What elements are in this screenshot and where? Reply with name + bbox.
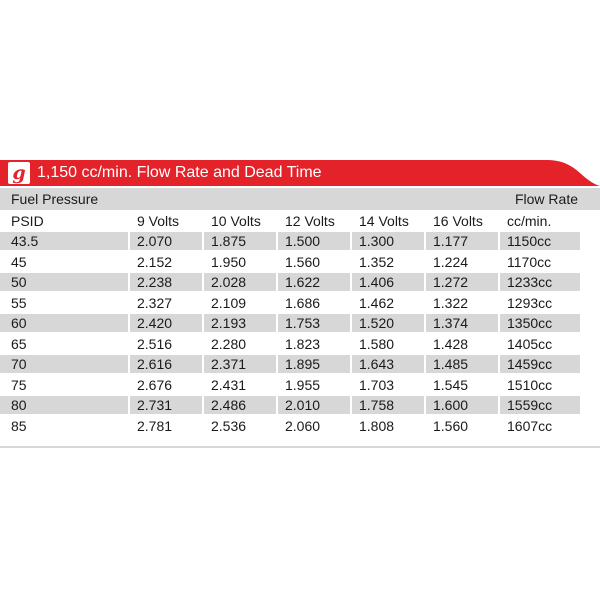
table-cell: 1233cc: [500, 273, 580, 291]
table-cell: 2.193: [204, 314, 276, 332]
table-cell: 45: [11, 253, 27, 270]
table-cell: 65: [11, 335, 27, 352]
table-cell: 2.420: [130, 314, 202, 332]
table-row: [0, 375, 600, 396]
table-row: [0, 293, 600, 314]
table-cell: 1.462: [359, 294, 395, 311]
table-cell: 1.686: [285, 294, 321, 311]
table-cell: 2.616: [130, 355, 202, 373]
table-cell: 1.622: [278, 273, 350, 291]
table-row: [0, 416, 600, 437]
table-cell: 85: [11, 417, 27, 434]
table-title: 1,150 cc/min. Flow Rate and Dead Time: [37, 164, 322, 181]
table-cell: 1.758: [352, 396, 424, 414]
table-cell: 1.560: [285, 253, 321, 270]
table-cell: 2.536: [211, 417, 247, 434]
table-cell: 2.238: [130, 273, 202, 291]
table-cell: 1293cc: [507, 294, 553, 311]
table-cell: 1.300: [352, 232, 424, 250]
table-cell: 43.5: [0, 232, 128, 250]
column-header-10v: 10 Volts: [211, 213, 261, 229]
table-cell: 1.808: [359, 417, 395, 434]
table-cell: 1.895: [278, 355, 350, 373]
table-cell: 1510cc: [507, 376, 553, 393]
table-cell: 2.781: [137, 417, 173, 434]
brand-logo-icon: [8, 162, 30, 184]
table-cell: 1.520: [352, 314, 424, 332]
table-cell: 2.280: [211, 335, 247, 352]
table-cell: 1.272: [426, 273, 498, 291]
table-cell: 2.109: [211, 294, 247, 311]
table-cell: 1350cc: [500, 314, 580, 332]
table-cell: 1559cc: [500, 396, 580, 414]
table-cell: 2.431: [211, 376, 247, 393]
table-cell: 60: [0, 314, 128, 332]
table-cell: 1.955: [285, 376, 321, 393]
table-cell: 1.500: [278, 232, 350, 250]
flow-rate-header: Flow Rate: [514, 191, 578, 207]
table-cell: 1.374: [426, 314, 498, 332]
column-header-flow: cc/min.: [507, 213, 552, 229]
table-cell: 70: [0, 355, 128, 373]
table-row: [0, 252, 600, 273]
table-cell: 1607cc: [507, 417, 553, 434]
group-header-row: [0, 188, 600, 210]
data-table-body: [0, 231, 600, 436]
table-cell: 1.224: [433, 253, 469, 270]
table-cell: 1.406: [352, 273, 424, 291]
table-cell: 2.152: [137, 253, 173, 270]
table-cell: 1459cc: [500, 355, 580, 373]
table-cell: 1.560: [433, 417, 469, 434]
table-cell: 1.600: [426, 396, 498, 414]
table-cell: 75: [11, 376, 27, 393]
table-cell: 1170cc: [507, 253, 552, 270]
table-cell: 2.371: [204, 355, 276, 373]
table-cell: 2.060: [285, 417, 321, 434]
fuel-pressure-header: Fuel Pressure: [11, 191, 99, 207]
table-cell: 1.545: [433, 376, 469, 393]
table-row: [0, 395, 600, 416]
table-cell: 1150cc: [500, 232, 580, 250]
table-cell: 2.676: [137, 376, 173, 393]
table-cell: 50: [0, 273, 128, 291]
table-cell: 1.875: [204, 232, 276, 250]
table-cell: 1.322: [433, 294, 469, 311]
table-cell: 2.516: [137, 335, 173, 352]
table-cell: 1.352: [359, 253, 395, 270]
table-cell: 1.703: [359, 376, 395, 393]
column-header-12v: 12 Volts: [285, 213, 335, 229]
table-cell: 2.327: [137, 294, 173, 311]
table-bottom-rule: [0, 446, 600, 448]
table-row: [0, 313, 600, 334]
column-header-16v: 16 Volts: [433, 213, 483, 229]
table-cell: 1.177: [426, 232, 498, 250]
table-row: [0, 334, 600, 355]
title-banner: [0, 160, 600, 186]
table-row: [0, 231, 600, 252]
table-cell: 2.010: [278, 396, 350, 414]
table-cell: 1405cc: [507, 335, 553, 352]
table-cell: 55: [11, 294, 27, 311]
table-cell: 1.428: [433, 335, 469, 352]
table-row: [0, 354, 600, 375]
table-cell: 2.731: [130, 396, 202, 414]
table-cell: 1.753: [278, 314, 350, 332]
table-cell: 2.486: [204, 396, 276, 414]
column-header-psid: PSID: [11, 213, 44, 229]
column-header-14v: 14 Volts: [359, 213, 409, 229]
table-row: [0, 272, 600, 293]
brand-logo-glyph: g: [12, 162, 26, 184]
table-cell: 1.580: [359, 335, 395, 352]
table-cell: 1.950: [211, 253, 247, 270]
table-cell: 1.485: [426, 355, 498, 373]
table-cell: 2.070: [130, 232, 202, 250]
table-cell: 80: [0, 396, 128, 414]
table-cell: 1.643: [352, 355, 424, 373]
column-header-9v: 9 Volts: [137, 213, 180, 229]
table-cell: 2.028: [204, 273, 276, 291]
table-cell: 1.823: [285, 335, 321, 352]
column-header-row: [0, 211, 600, 231]
